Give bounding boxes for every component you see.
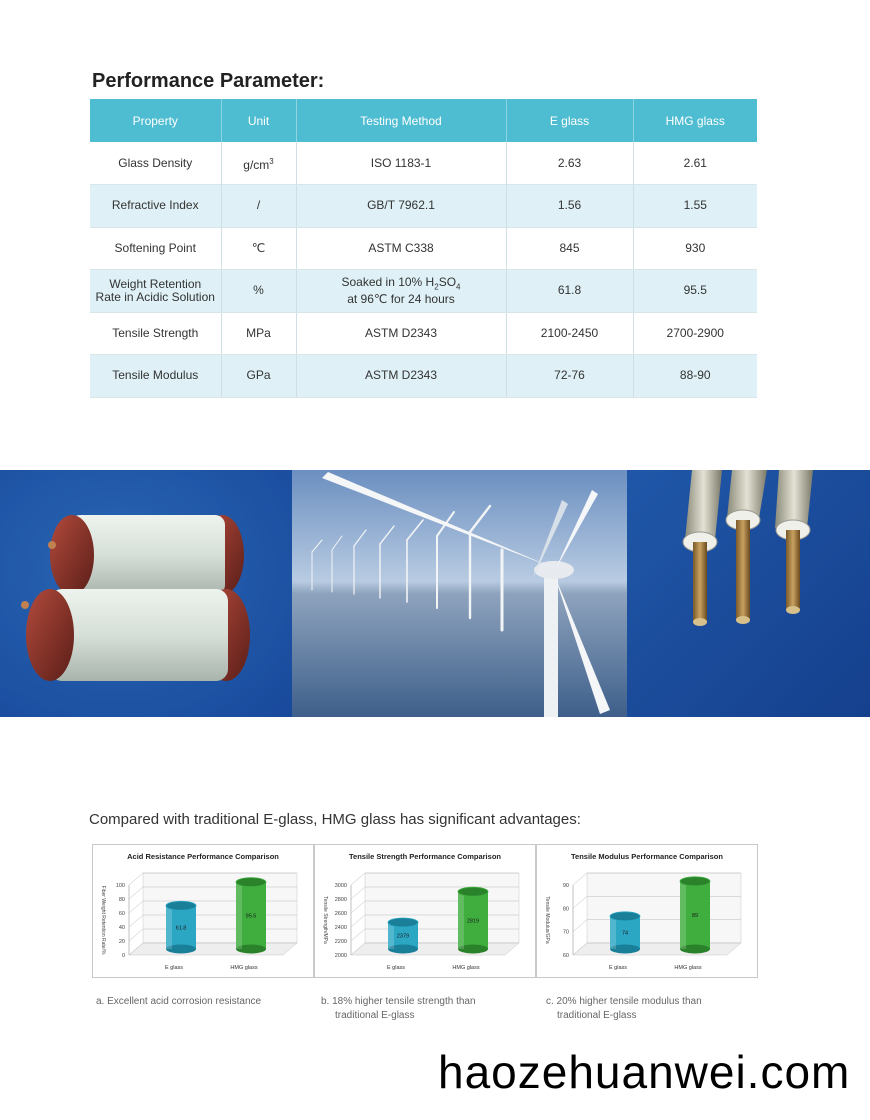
cell-e-glass: 2.63 [506,142,633,185]
tensile-strength-chart [314,844,536,978]
cell-hmg-glass: 88-90 [633,355,757,398]
chart-y-label: Tensile Strength/MPa [322,896,328,944]
cell-property: Tensile Modulus [90,355,221,398]
wind-turbines-image [292,470,627,717]
table-row [90,185,757,228]
cell-method: ASTM D2343 [296,355,506,398]
chart-tick-label: 2800 [334,897,347,903]
method-line2: at 96℃ for 24 hours [347,291,455,306]
header-testing-method: Testing Method [296,99,506,142]
chart-tick-label: 80 [118,897,125,903]
chart-floor [573,943,741,955]
chart-value-label: 74 [621,930,629,937]
chart-bar-highlight [388,922,394,949]
chart-title: Acid Resistance Performance Comparison [127,852,279,861]
header-unit: Unit [221,99,296,142]
chart-value-label: 2379 [396,933,410,940]
cell-property: Refractive Index [90,185,221,228]
cell-property: Softening Point [90,227,221,270]
cell-method: ISO 1183-1 [296,142,506,185]
caption-c-line1: c. 20% higher tensile modulus than [546,996,702,1007]
cell-hmg-glass: 2700-2900 [633,312,757,355]
chart-bar-highlight [166,906,172,949]
chart-title: Tensile Strength Performance Comparison [349,852,501,861]
chart-tick-label: 40 [118,925,125,931]
header-hmg-glass: HMG glass [633,99,757,142]
chart-floor [129,943,297,955]
cell-method: ASTM D2343 [296,312,506,355]
chart-tick-label: 70 [562,929,569,936]
header-e-glass: E glass [506,99,633,142]
chart-value-label: 61.8 [175,925,187,932]
chart-y-label: Fiber Weight Retention Rate/% [100,885,106,955]
cell-hmg-glass: 930 [633,227,757,270]
unit-base: g/cm [243,157,270,172]
chart-bar-highlight [680,881,686,949]
cell-unit: GPa [221,355,296,398]
property-line1: Weight Retention [109,276,202,291]
cell-hmg-glass: 2.61 [633,142,757,185]
cell-hmg-glass: 1.55 [633,185,757,228]
caption-a-text: a. Excellent acid corrosion resistance [96,996,262,1007]
chart-value-label: 2819 [466,918,480,925]
table-row [90,270,757,313]
caption-b-line1: b. 18% higher tensile strength than [321,996,476,1007]
chart-category-label: HMG glass [452,965,480,971]
cell-method: ASTM C338 [296,227,506,270]
section-title: Performance Parameter: [92,70,325,92]
cell-unit [221,142,296,185]
chart-tick-label: 100 [115,883,125,889]
property-line2: Rate in Acidic Solution [95,289,215,304]
chart-tick-label: 3000 [334,883,347,889]
chart-bar-top [166,901,196,910]
tensile-modulus-chart [536,844,758,978]
cell-unit: / [221,185,296,228]
chart-bar-highlight [610,916,616,949]
cables-image [627,470,870,717]
cell-property: Tensile Strength [90,312,221,355]
chart-title: Tensile Modulus Performance Comparison [571,852,723,861]
caption-b [321,995,476,1023]
cell-e-glass: 72-76 [506,355,633,398]
chart-bar-highlight [458,892,464,949]
chart-category-label: HMG glass [674,965,702,971]
chart-category-label: E glass [608,965,628,971]
chart-bar-top [458,887,488,896]
chart-value-label: 95.5 [245,913,257,920]
pressure-vessels-image [0,470,292,717]
chart-tick-label: 2200 [334,939,347,945]
acid-resistance-chart [92,844,314,978]
chart-tick-label: 0 [121,953,125,959]
chart-tick-label: 90 [562,883,569,889]
photo-band [0,470,870,717]
chart-tick-label: 60 [118,911,125,917]
chart-bar-highlight [236,882,242,949]
chart-tick-label: 60 [562,953,569,959]
caption-b-line2: traditional E-glass [335,1010,415,1021]
comparison-title: Compared with traditional E-glass, HMG glass has significant advantages: [89,811,581,828]
method-mid: SO [438,274,457,289]
cell-unit: MPa [221,312,296,355]
table-row [90,355,757,398]
watermark: haozehuanwei.com [438,1046,851,1098]
table-row [90,142,757,185]
cell-hmg-glass: 95.5 [633,270,757,313]
chart-category-label: E glass [164,965,184,971]
chart-y-label: Tensile Modulus/GPa [544,896,550,944]
chart-tick-label: 2000 [334,953,347,959]
table-row [90,312,757,355]
method-sub2: 4 [456,281,461,291]
cell-property: Glass Density [90,142,221,185]
table-header-row [90,99,757,142]
unit-superscript: 3 [269,156,274,166]
caption-a [96,995,261,1009]
cell-method [296,270,506,313]
cell-property [90,270,221,313]
cell-unit: ℃ [221,227,296,270]
header-property: Property [90,99,221,142]
cell-e-glass: 1.56 [506,185,633,228]
chart-tick-label: 20 [118,939,125,945]
chart-tick-label: 2600 [334,911,347,917]
chart-value-label: 89 [691,913,699,920]
performance-table [90,99,757,398]
cell-e-glass: 845 [506,227,633,270]
chart-bar-top [388,918,418,927]
table-row [90,227,757,270]
chart-floor [351,943,519,955]
cell-unit: % [221,270,296,313]
method-sub1: 2 [434,281,439,291]
chart-category-label: HMG glass [230,965,258,971]
caption-c [546,995,702,1023]
method-pre: Soaked in 10% H [341,274,435,289]
chart-tick-label: 2400 [334,925,347,931]
chart-tick-label: 80 [562,906,569,913]
cell-e-glass: 2100-2450 [506,312,633,355]
chart-bar-top [610,912,640,921]
chart-category-label: E glass [386,965,406,971]
chart-bar-top [680,877,710,886]
cell-method: GB/T 7962.1 [296,185,506,228]
cell-e-glass: 61.8 [506,270,633,313]
caption-c-line2: traditional E-glass [557,1010,637,1021]
chart-bar-top [236,878,266,887]
